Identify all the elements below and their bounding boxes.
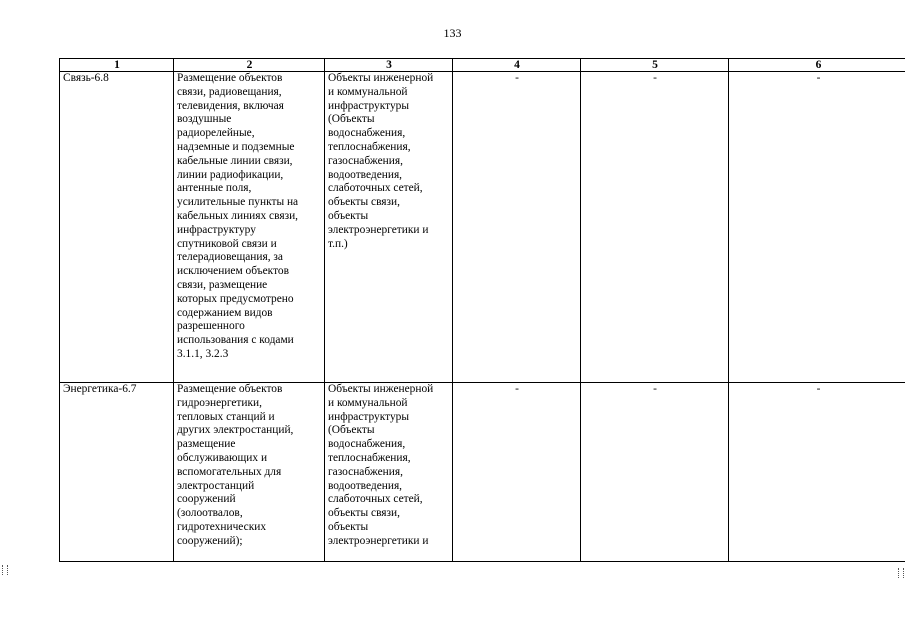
- objects-cell: [325, 383, 453, 562]
- use-code-cell: [60, 383, 174, 562]
- table-row: [60, 72, 905, 383]
- header-col-1: 1: [60, 59, 174, 72]
- col5-cell: -: [581, 72, 729, 383]
- use-description-text: Размещение объектов гидроэнергетики, тепловых станций и других электростанций, размещение обслуживающих и вспомогательных для электростанций сооружений (золоотвалов, гидротехнических сооружений);: [177, 383, 294, 547]
- header-col-4: 4: [453, 59, 581, 72]
- col5-cell: -: [581, 383, 729, 562]
- header-col-6: 6: [729, 59, 905, 72]
- table-header-row: [60, 59, 905, 72]
- page-number: 133: [443, 26, 462, 40]
- col6-cell: -: [729, 72, 905, 383]
- col6-cell: -: [729, 383, 905, 562]
- col4-cell: -: [453, 383, 581, 562]
- use-description-cell: Размещение объектов связи, радиовещания, телевидения, включая воздушные радиорелейные, надземные и подземные кабельные линии связи, линии радиофикации, антенные поля, усилительные пункты на кабельных линиях связи, инфраструктуру спутниковой связи и телерадиовещания, за исключением объектов связи, размещение которых предусмотрено содержанием видов разрешенного использования с кодами 3.1.1, 3.2.3: [174, 72, 325, 383]
- header-col-2: 2: [174, 59, 325, 72]
- scan-edge-mark-right: [898, 568, 904, 578]
- objects-text: Объекты инженерной и коммунальной инфраструктуры (Объекты водоснабжения, теплоснабжения, газоснабжения, водоотведения, слаботочных сетей, объекты связи, объекты электроэнергетики и: [328, 383, 434, 547]
- use-code-cell: Связь-6.8: [60, 72, 174, 383]
- header-col-5: 5: [581, 59, 729, 72]
- objects-cell: Объекты инженерной и коммунальной инфраструктуры (Объекты водоснабжения, теплоснабжения, газоснабжения, водоотведения, слаботочных сетей, объекты связи, объекты электроэнергетики и т.п.): [325, 72, 453, 383]
- table-row: [60, 383, 905, 562]
- scan-edge-mark-left: [2, 565, 8, 575]
- col4-cell: -: [453, 72, 581, 383]
- use-description-cell: [174, 383, 325, 562]
- land-use-table: [59, 58, 905, 562]
- use-code-text: Энергетика-6.7: [63, 383, 137, 395]
- header-col-3: 3: [325, 59, 453, 72]
